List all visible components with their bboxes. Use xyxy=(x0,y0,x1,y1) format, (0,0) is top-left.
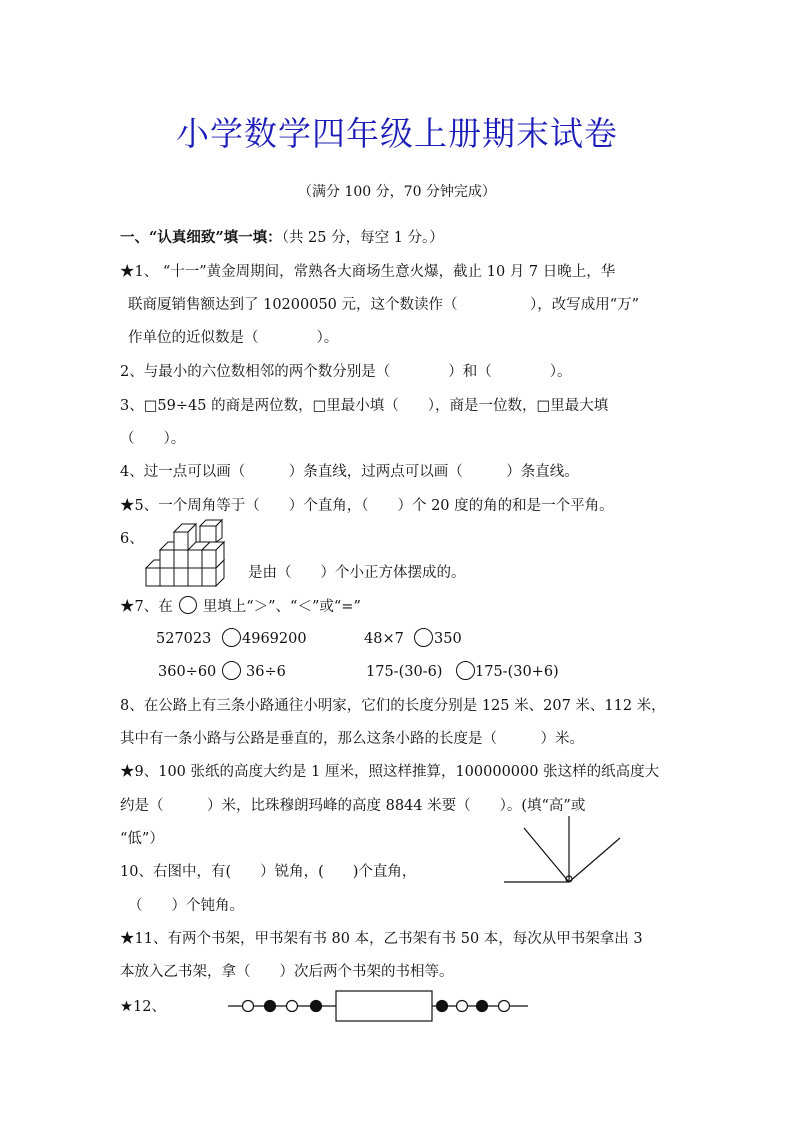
q9-line3: “低”） xyxy=(120,831,164,847)
q7-prefix: ★7、在 xyxy=(120,599,173,615)
q1-line1: ★1、 “十一”黄金周期间，常熟各大商场生意火爆，截止 10 月 7 日晚上，华 xyxy=(120,264,616,280)
page-subtitle: （满分 100 分，70 分钟完成） xyxy=(298,184,496,200)
q7-suffix: 里填上“＞”、“＜”或“=” xyxy=(202,599,361,615)
compare-circle-icon xyxy=(179,596,197,614)
q3-line2: （ ）。 xyxy=(120,431,186,447)
q1-line3: 作单位的近似数是（ ）。 xyxy=(128,330,339,346)
section-heading xyxy=(120,228,444,248)
q3-line1: 3、□59÷45 的商是两位数，□里最小填（ ），商是一位数，□里最大填 xyxy=(120,398,609,414)
q11-line2: 本放入乙书架，拿（ ）次后两个书架的书相等。 xyxy=(120,964,454,980)
q7-item-1-left: 527023 xyxy=(156,631,212,647)
q7-item-3-left: 360÷60 xyxy=(158,664,217,680)
q12-label: ★12、 xyxy=(120,999,166,1015)
angle-figure xyxy=(500,814,640,890)
q6-text: 是由（ ）个小正方体摆成的。 xyxy=(248,565,466,581)
q8-line1: 8、在公路上有三条小路通往小明家，它们的长度分别是 125 米、207 米、112 米， xyxy=(120,698,666,714)
q9-line2: 约是（ ）米，比珠穆朗玛峰的高度 8844 米要（ ）。(填“高”或 xyxy=(120,798,586,814)
section-heading-note: （共 25 分，每空 1 分。） xyxy=(281,230,444,246)
q6-label: 6、 xyxy=(120,531,144,547)
q9-line1: ★9、100 张纸的高度大约是 1 厘米，照这样推算，100000000 张这样的纸高度大 xyxy=(120,764,660,780)
q7-item-2-right: 350 xyxy=(434,631,462,647)
q4-line1: 4、过一点可以画（ ）条直线，过两点可以画（ ）条直线。 xyxy=(120,464,579,480)
q7-item-4-right: 175-(30+6) xyxy=(475,664,559,680)
q7-item-1-circle[interactable] xyxy=(222,628,241,647)
q5-line1: ★5、一个周角等于（ ）个直角，（ ）个 20 度的角的和是一个平角。 xyxy=(120,498,614,514)
q7-item-4-left: 175-(30-6) xyxy=(366,664,443,680)
q7-line1 xyxy=(120,596,361,617)
section-heading-label: 一、“认真细致”填一填： xyxy=(120,229,282,246)
q7-item-4-circle[interactable] xyxy=(456,661,475,680)
page-title: 小学数学四年级上册期末试卷 xyxy=(176,114,618,153)
q2-line1: 2、与最小的六位数相邻的两个数分别是（ ）和（ ）。 xyxy=(120,364,572,380)
cube-stack-figure xyxy=(144,524,228,590)
q1-line2: 联商厦销售额达到了 10200050 元，这个数读作（ ），改写成用“万” xyxy=(128,297,640,313)
q7-item-3-circle[interactable] xyxy=(222,661,241,680)
q8-line2: 其中有一条小路与公路是垂直的，那么这条小路的长度是（ ）米。 xyxy=(120,731,584,747)
q11-line1: ★11、有两个书架，甲书架有书 80 本，乙书架有书 50 本，每次从甲书架拿出 3 xyxy=(120,931,643,947)
bead-pattern-figure xyxy=(228,988,528,1026)
q7-item-2-circle[interactable] xyxy=(414,628,433,647)
q7-item-3-right: 36÷6 xyxy=(246,664,286,680)
q10-line1: 10、右图中，有( ）锐角，( )个直角， xyxy=(120,864,417,880)
q10-line2: （ ）个钝角。 xyxy=(128,898,244,914)
q7-item-1-right: 4969200 xyxy=(242,631,307,647)
q7-item-2-left: 48×7 xyxy=(364,631,404,647)
